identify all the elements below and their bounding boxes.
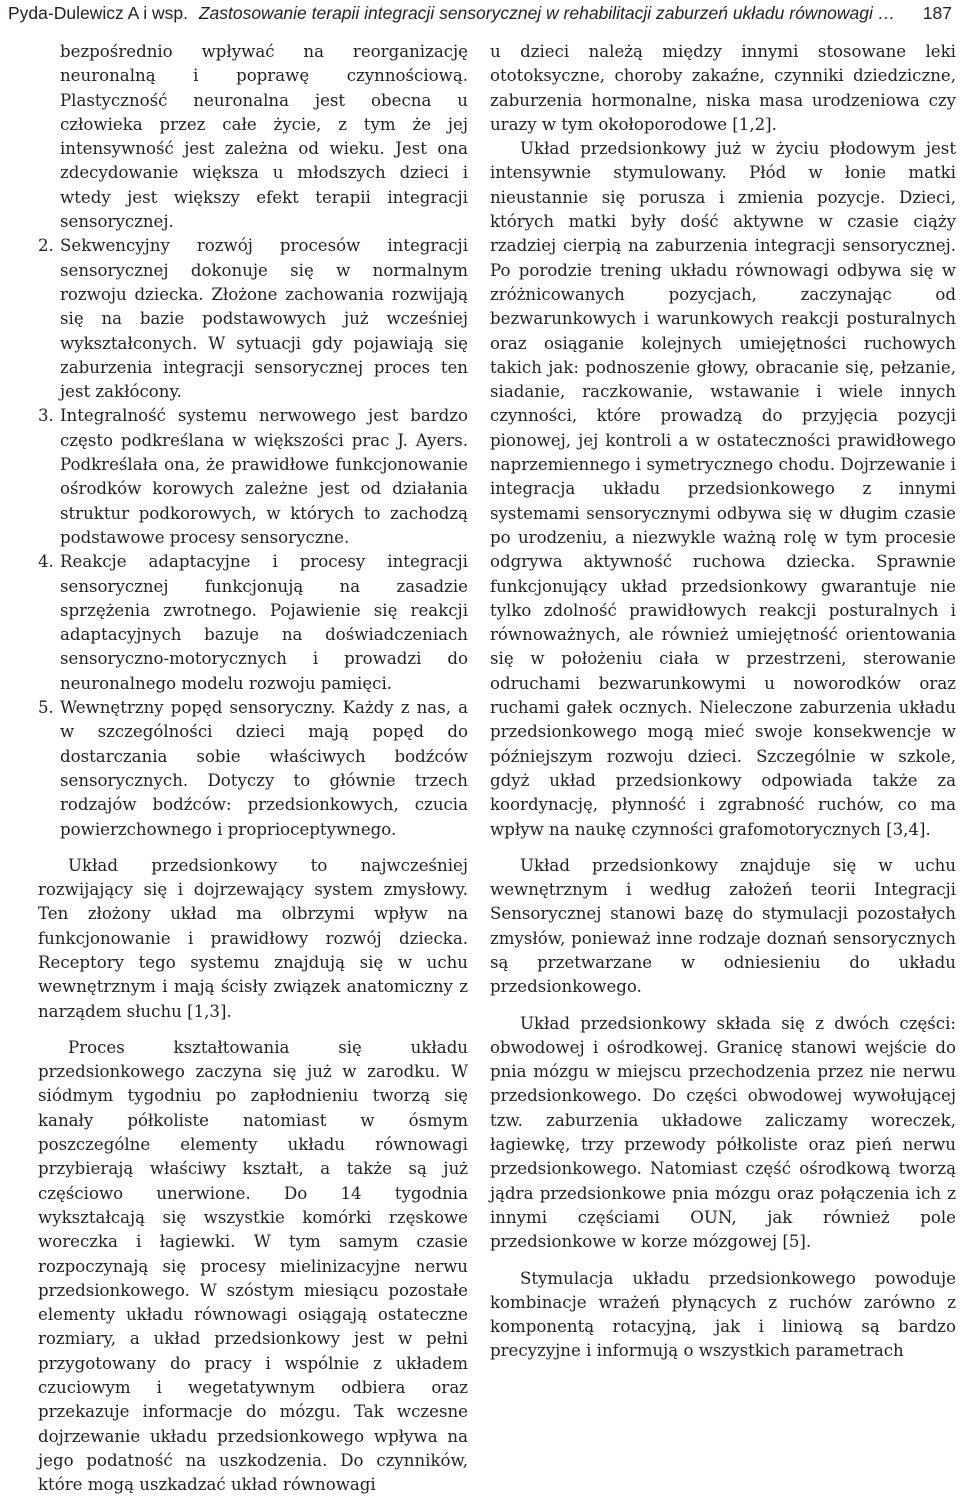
list-text: Reakcje adaptacyjne i procesy integracji sensorycznej funkcjonują na zasadzie sprzężenia zwrotnego. Pojawienie się reakcji adaptacyjnych bazuje na doświadczeniach sensoryczno-motorycznych i prowadzi do neuronalnego modelu rozwoju pamięci. <box>60 552 468 693</box>
list-number: 3. <box>38 406 54 426</box>
left-column <box>38 40 468 1498</box>
list-number: 4. <box>38 552 54 572</box>
list-item <box>38 234 468 404</box>
paragraph: Stymulacja układu przedsionkowego powoduje kombinacje wrażeń płynących z ruchów zarówno z komponentą rotacyjną, jak i liniową są bardzo precyzyjne i informują o wszystkich parametrach <box>490 1268 956 1361</box>
continuation-text: u dzieci należą między innymi stosowane leki ototoksyczne, choroby zakaźne, czynniki dziedziczne, zaburzenia hormonalne, niska masa urodzeniowa czy urazy w tym okołoporodowe [1,2]. <box>490 42 956 134</box>
right-column <box>490 40 956 1364</box>
paragraph: Układ przedsionkowy to najwcześniej rozwijający się i dojrzewający system zmysłowy. Ten złożony układ ma olbrzymi wpływ na funkcjonowanie i prawidłowy rozwój dziecka. Receptory tego systemu znajdują się w uchu wewnętrznym i mają ścisły związek anatomiczny z narządem słuchu [1,3]. <box>38 855 468 1021</box>
running-header <box>8 2 952 24</box>
list-number: 5. <box>38 698 54 718</box>
list-text: Sekwencyjny rozwój procesów integracji sensorycznej dokonuje się w normalnym rozwoju dziecka. Złożone zachowania rozwijają się na bazie podstawowych już wcześniej wykształconych. W sytuacji gdy pojawiają się zaburzenia integracji sensorycznej proces ten jest zakłócony. <box>60 236 468 402</box>
list-item <box>38 696 468 842</box>
continuation-text: bezpośrednio wpływać na reorganizację neuronalną i poprawę czynnościową. Plastyczność neuronalna jest obecna u człowieka przez całe życie, z tym że jej intensywność jest zależna od wieku. Jest ona zdecydowanie większa u młodszych dzieci i wtedy jest większy efekt terapii integracji sensorycznej. <box>60 42 468 232</box>
list-text: Integralność systemu nerwowego jest bardzo często podkreślana w większości prac J. Ayers. Podkreślała ona, że prawidłowe funkcjonowanie ośrodków korowych zależne jest od działania struktur podkorowych, w których to zachodzą podstawowe procesy sensoryczne. <box>60 406 468 547</box>
page-number: 187 <box>922 3 952 23</box>
list-number: 2. <box>38 236 54 256</box>
paragraph: Układ przedsionkowy znajduje się w uchu wewnętrznym i według założeń teorii Integracji Sensorycznej stanowi bazę do stymulacji pozostałych zmysłów, ponieważ inne rodzaje doznań sensorycznych są przetwarzane w odniesieniu do układu przedsionkowego. <box>490 855 956 997</box>
paragraph: Układ przedsionkowy już w życiu płodowym jest intensywnie stymulowany. Płód w łonie matki nieustannie się porusza i zmienia pozycje. Dzieci, których matki były dość aktywne w czasie ciąży rzadziej cierpią na zaburzenia integracji sensorycznej. Po porodzie trening układu równowagi odbywa się w zróżnicowanych pozycjach, zaczynając od bezwarunkowych i warunkowych reakcji posturalnych oraz osiąganie kolejnych umiejętności ruchowych takich jak: podnoszenie głowy, obracanie się, pełzanie, siadanie, raczkowanie, wstawanie i wiele innych czynności, które prowadzą do przyjęcia pozycji pionowej, jej kontroli a w ostateczności prawidłowego naprzemiennego i symetrycznego chodu. Dojrzewanie i integracja układu przedsionkowego z innymi systemami sensorycznymi odbywa się w długim czasie po urodzeniu, a niezwykle ważną rolę w tym procesie odgrywa aktywność ruchowa dziecka. Sprawnie funkcjonujący układ przedsionkowy gwarantuje nie tylko zdolność prawidłowych reakcji posturalnych i równoważnych, ale również umiejętność orientowania się w położeniu ciała w przestrzeni, sterowanie odruchami bezwarunkowymi u noworodków oraz ruchami gałek ocznych. Nieleczone zaburzenia układu przedsionkowego mogą mieć swoje konsekwencje w późniejszym rozwoju dzieci. Szczególnie w szkole, gdyż układ przedsionkowy odpowiada także za koordynację, płynność i zgrabność ruchów, co ma wpływ na naukę czynności grafomotorycznych [3,4]. <box>490 139 956 839</box>
list-text: Wewnętrzny popęd sensoryczny. Każdy z nas, a w szczególności dzieci mają popęd do dostarczania sobie właściwych bodźców sensorycznych. Dotyczy to głównie trzech rodzajów bodźców: przedsionkowych, czucia powierzchownego i proprioceptywnego. <box>60 698 468 839</box>
header-title: Zastosowanie terapii integracji sensorycznej w rehabilitacji zaburzeń układu równowagi … <box>198 3 896 23</box>
paragraph: Układ przedsionkowy składa się z dwóch części: obwodowej i ośrodkowej. Granicę stanowi wejście do pnia mózgu w miejscu przechodzenia przez nie nerwu przedsionkowego. Do części obwodowej wywołującej tzw. zaburzenia układowe zaliczamy woreczek, łagiewkę, trzy przewody półkoliste oraz pień nerwu przedsionkowego. Natomiast część ośrodkową tworzą jądra przedsionkowe pnia mózgu oraz połączenia ich z innymi częściami OUN, jak również pole przedsionkowe w korze mózgowej [5]. <box>490 1013 956 1252</box>
list-item <box>38 550 468 696</box>
list-item <box>38 404 468 550</box>
paragraph: Proces kształtowania się układu przedsionkowego zaczyna się już w zarodku. W siódmym tygodniu po zapłodnieniu tworzą się kanały półkoliste natomiast w ósmym poszczególne elementy układu równowagi przybierają właściwy kształt, a także są już częściowo unerwione. Do 14 tygodnia wykształcają się wszystkie komórki rzęskowe woreczka i łagiewki. W tym samym czasie rozpoczynają się procesy mielinizacyjne nerwu przedsionkowego. W szóstym miesiącu pozostałe elementy układu równowagi osiągają ostateczne rozmiary, a układ przedsionkowy jest w pełni przygotowany do pracy i wspólnie z układem czuciowym i wegetatywnym odbiera oraz przekazuje informacje do mózgu. Tak wczesne dojrzewanie układu przedsionkowego wpływa na jego podatność na uszkodzenia. Do czynników, które mogą uszkadzać układ równowagi <box>38 1037 468 1495</box>
header-authors: Pyda-Dulewicz A i wsp. <box>8 3 188 23</box>
